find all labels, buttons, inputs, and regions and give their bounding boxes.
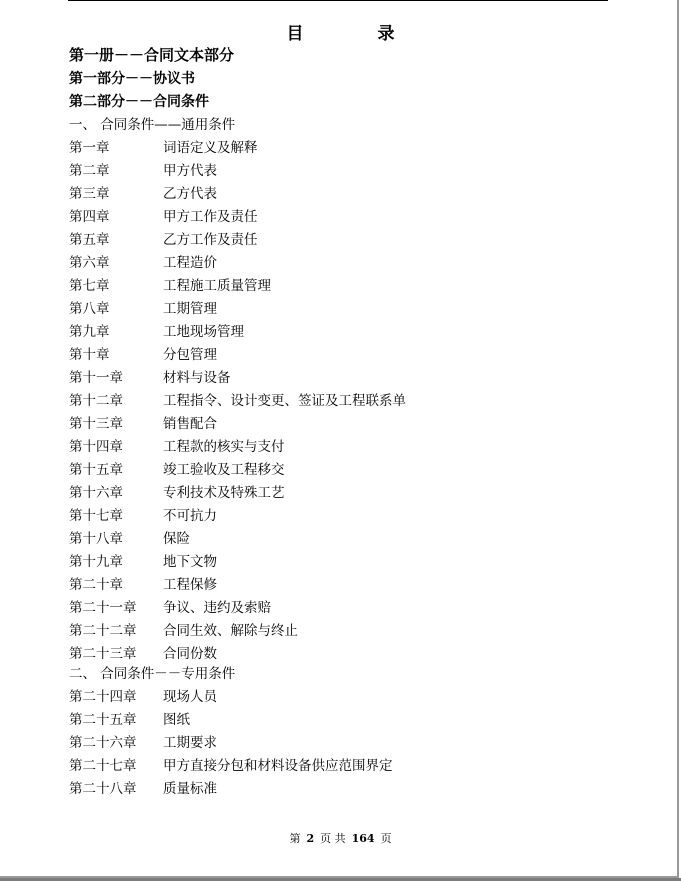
chapter-title: 工程指令、设计变更、签证及工程联系单 xyxy=(163,393,406,409)
toc-title: 目 录 xyxy=(286,24,429,44)
part2-heading: 第二部分－－合同条件 xyxy=(69,94,209,110)
chapter-entry xyxy=(69,461,285,479)
chapter-title: 词语定义及解释 xyxy=(163,140,258,156)
chapter-number: 第二十一章 xyxy=(69,600,137,616)
chapter-number: 第二十章 xyxy=(69,577,123,593)
section-special-heading: 二、 合同条件－－专用条件 xyxy=(69,666,236,682)
chapter-title: 甲方工作及责任 xyxy=(163,209,258,225)
chapter-entry xyxy=(69,645,217,663)
chapter-title: 现场人员 xyxy=(163,689,217,705)
chapter-entry xyxy=(69,576,217,594)
chapter-entry xyxy=(69,392,406,410)
chapter-number: 第十一章 xyxy=(69,370,123,386)
footer-prefix: 第 xyxy=(289,832,301,845)
chapter-title: 保险 xyxy=(163,531,190,547)
chapter-title: 专利技术及特殊工艺 xyxy=(163,485,285,501)
chapter-number: 第十四章 xyxy=(69,439,123,455)
chapter-entry xyxy=(69,438,285,456)
chapter-title: 乙方工作及责任 xyxy=(163,232,258,248)
chapter-number: 第三章 xyxy=(69,186,110,202)
footer-page-number: 2 xyxy=(306,832,315,845)
chapter-entry xyxy=(69,300,217,318)
chapter-entry xyxy=(69,553,217,571)
chapter-title: 工程保修 xyxy=(163,577,217,593)
chapter-entry xyxy=(69,323,244,341)
chapter-number: 第四章 xyxy=(69,209,110,225)
chapter-number: 第二十六章 xyxy=(69,735,137,751)
chapter-title: 工地现场管理 xyxy=(163,324,244,340)
chapter-number: 第二十七章 xyxy=(69,758,137,774)
chapter-title: 工程施工质量管理 xyxy=(163,278,271,294)
chapter-title: 不可抗力 xyxy=(163,508,217,524)
chapter-title: 工程造价 xyxy=(163,255,217,271)
footer-middle: 页 共 xyxy=(320,832,346,845)
chapter-title: 地下文物 xyxy=(163,554,217,570)
footer-total-pages: 164 xyxy=(351,832,375,845)
chapter-number: 第十九章 xyxy=(69,554,123,570)
chapter-number: 第二十四章 xyxy=(69,689,137,705)
chapter-number: 第二十八章 xyxy=(69,781,137,797)
chapter-entry xyxy=(69,185,217,203)
chapter-title: 合同生效、解除与终止 xyxy=(163,623,298,639)
chapter-number: 第二十五章 xyxy=(69,712,137,728)
chapter-title: 竣工验收及工程移交 xyxy=(163,462,285,478)
chapter-number: 第一章 xyxy=(69,140,110,156)
chapter-title: 工程款的核实与支付 xyxy=(163,439,285,455)
chapter-entry xyxy=(69,369,231,387)
chapter-number: 第十五章 xyxy=(69,462,123,478)
section-general-heading: 一、 合同条件——通用条件 xyxy=(69,117,236,133)
chapter-title: 销售配合 xyxy=(163,416,217,432)
chapter-title: 争议、违约及索赔 xyxy=(163,600,271,616)
chapter-entry xyxy=(69,231,258,249)
chapter-entry xyxy=(69,530,190,548)
chapter-number: 第二章 xyxy=(69,163,110,179)
chapter-entry xyxy=(69,688,217,706)
page-footer xyxy=(0,830,681,846)
part1-heading: 第一部分－－协议书 xyxy=(69,71,195,87)
chapter-entry xyxy=(69,484,285,502)
chapter-number: 第二十三章 xyxy=(69,646,137,662)
chapter-entry xyxy=(69,757,393,775)
footer-suffix: 页 xyxy=(380,832,392,845)
chapter-entry xyxy=(69,780,217,798)
chapter-entry xyxy=(69,711,190,729)
chapter-number: 第六章 xyxy=(69,255,110,271)
chapter-entry xyxy=(69,734,217,752)
chapter-number: 第十三章 xyxy=(69,416,123,432)
chapter-entry xyxy=(69,162,217,180)
chapter-number: 第九章 xyxy=(69,324,110,340)
volume-heading: 第一册－－合同文本部分 xyxy=(69,46,235,64)
chapter-title: 甲方代表 xyxy=(163,163,217,179)
chapter-number: 第十七章 xyxy=(69,508,123,524)
chapter-entry xyxy=(69,599,271,617)
chapter-entry xyxy=(69,208,258,226)
chapter-entry xyxy=(69,254,217,272)
chapter-title: 质量标准 xyxy=(163,781,217,797)
chapter-entry xyxy=(69,139,258,157)
chapter-title: 材料与设备 xyxy=(163,370,231,386)
header-rule xyxy=(68,0,608,1)
chapter-entry xyxy=(69,346,217,364)
chapter-entry xyxy=(69,277,271,295)
chapter-number: 第十八章 xyxy=(69,531,123,547)
chapter-number: 第十章 xyxy=(69,347,110,363)
chapter-title: 图纸 xyxy=(163,712,190,728)
chapter-entry xyxy=(69,622,298,640)
chapter-entry xyxy=(69,507,217,525)
chapter-title: 乙方代表 xyxy=(163,186,217,202)
chapter-title: 工期管理 xyxy=(163,301,217,317)
chapter-title: 分包管理 xyxy=(163,347,217,363)
chapter-number: 第八章 xyxy=(69,301,110,317)
chapter-number: 第七章 xyxy=(69,278,110,294)
chapter-entry xyxy=(69,415,217,433)
chapter-number: 第五章 xyxy=(69,232,110,248)
chapter-number: 第二十二章 xyxy=(69,623,137,639)
chapter-number: 第十六章 xyxy=(69,485,123,501)
chapter-title: 合同份数 xyxy=(163,646,217,662)
chapter-title: 甲方直接分包和材料设备供应范围界定 xyxy=(163,758,393,774)
chapter-number: 第十二章 xyxy=(69,393,123,409)
chapter-title: 工期要求 xyxy=(163,735,217,751)
